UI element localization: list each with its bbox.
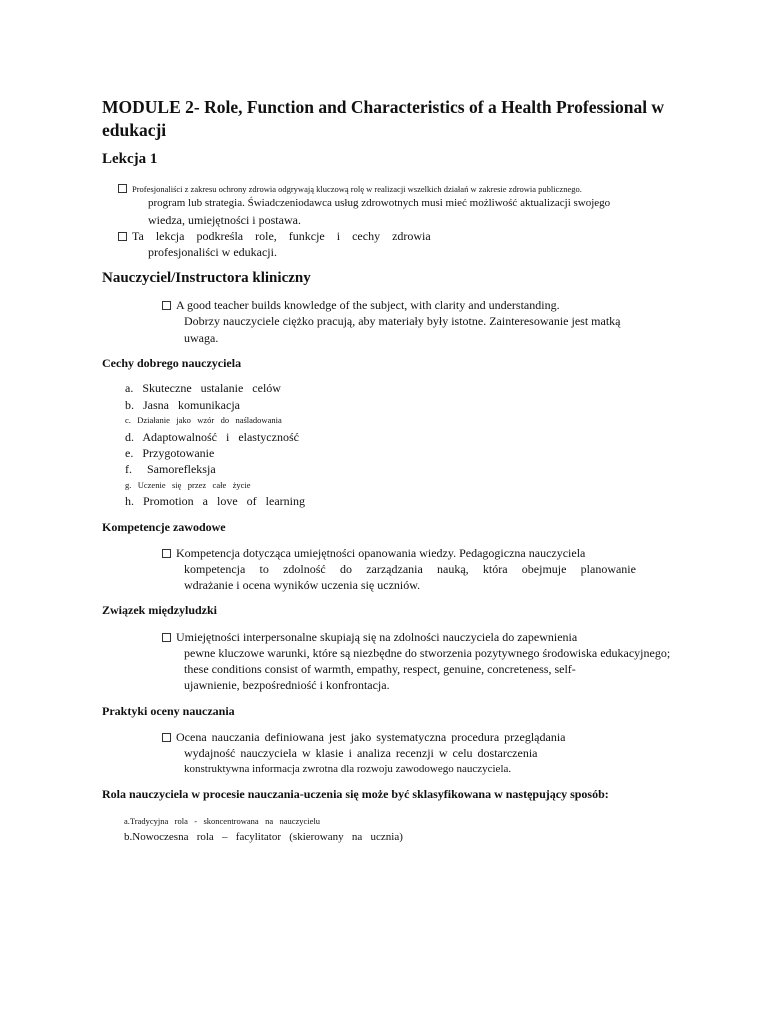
role-item-b: b.Nowoczesna rola – facylitator (skierowany na ucznia) (124, 831, 403, 843)
instructor-line-2: Dobrzy nauczyciele ciężko pracują, aby materiały były istotne. Zainteresowanie jest matką (184, 314, 621, 328)
trait-item-a: a. Skuteczne ustalanie celów (125, 381, 281, 395)
instructor-heading: Nauczyciel/Instructora kliniczny (102, 270, 311, 286)
assessment-line-2: wydajność nauczyciela w klasie i analiza recenzji w celu dostarczenia (184, 746, 538, 760)
intro-bullet-2-line-2: profesjonaliści w edukacji. (148, 245, 277, 259)
trait-item-b: b. Jasna komunikacja (125, 398, 240, 412)
checkbox-glyph-icon (162, 733, 171, 742)
trait-item-g: g. Uczenie się przez całe życie (125, 480, 251, 490)
checkbox-glyph-icon (118, 232, 127, 241)
competence-line-2-word: zarządzania (366, 562, 423, 576)
assessment-line-3: konstruktywna informacja zwrotna dla rozwoju zawodowego nauczyciela. (184, 763, 512, 775)
checkbox-glyph-icon (162, 549, 171, 558)
traits-heading: Cechy dobrego nauczyciela (102, 356, 242, 370)
competence-line-1: Kompetencja dotycząca umiejętności opanowania wiedzy. Pedagogiczna nauczyciela (162, 546, 585, 560)
relations-line-4: ujawnienie, bezpośredniość i konfrontacja. (184, 678, 390, 692)
relations-heading: Związek międzyludzki (102, 603, 218, 617)
instructor-line-1: A good teacher builds knowledge of the subject, with clarity and understanding. (162, 298, 560, 312)
competence-line-3: wdrażanie i ocena wyników uczenia się uczniów. (184, 578, 421, 592)
assessment-heading: Praktyki oceny nauczania (102, 704, 235, 718)
intro-bullet-1-line-1: Profesjonaliści z zakresu ochrony zdrowia odgrywają kluczową rolę w realizacji wszelkich działań w zakresie zdrowia publicznego. (118, 182, 582, 196)
intro-bullet-1-line-2: program lub strategia. Świadczeniodawca usług zdrowotnych musi mieć możliwość aktualizacji swojego (148, 197, 611, 209)
competence-line-2-word: planowanie (580, 562, 636, 576)
competence-line-2-word: do (339, 562, 352, 576)
document-title: MODULE 2- Role, Function and Characteristics of a Health Professional w edukacji (102, 97, 665, 140)
competence-line-2-word: nauką, (437, 562, 469, 576)
competence-line-2-word: kompetencja (184, 562, 246, 576)
checkbox-glyph-icon (162, 301, 171, 310)
role-item-a: a.Tradycyjna rola - skoncentrowana na nauczycielu (124, 816, 321, 826)
trait-item-c: c. Działanie jako wzór do naśladowania (125, 415, 282, 425)
trait-item-d: d. Adaptowalność i elastyczność (125, 430, 299, 444)
competence-heading: Kompetencje zawodowe (102, 520, 226, 534)
role-heading: Rola nauczyciela w procesie nauczania-uczenia się może być sklasyfikowana w następujący sposób: (102, 787, 609, 801)
instructor-line-3: uwaga. (184, 331, 219, 345)
relations-line-3: these conditions consist of warmth, empathy, respect, genuine, concreteness, self- (184, 662, 576, 676)
intro-bullet-2-line-1: Ta lekcja podkreśla role, funkcje i cechy zdrowia (118, 229, 431, 243)
relations-line-1: Umiejętności interpersonalne skupiają się na zdolności nauczyciela do zapewnienia (162, 630, 577, 644)
competence-line-2-word: obejmuje (521, 562, 567, 576)
competence-line-2-word: która (482, 562, 508, 576)
checkbox-glyph-icon (118, 184, 127, 193)
intro-bullet-1-line-3: wiedza, umiejętności i postawa. (148, 213, 301, 227)
trait-item-e: e. Przygotowanie (125, 446, 215, 460)
relations-line-2: pewne kluczowe warunki, które są niezbędne do stworzenia pozytywnego środowiska edukacyjnego; (184, 646, 671, 660)
assessment-line-1: Ocena nauczania definiowana jest jako systematyczna procedura przeglądania (162, 730, 565, 744)
trait-item-h: h. Promotion a love of learning (125, 494, 305, 508)
checkbox-glyph-icon (162, 633, 171, 642)
competence-line-2 (184, 562, 636, 576)
competence-line-2-word: zdolność (283, 562, 326, 576)
competence-line-2-word: to (259, 562, 269, 576)
trait-item-f: f. Samorefleksja (125, 462, 216, 476)
lesson-heading: Lekcja 1 (102, 151, 158, 167)
